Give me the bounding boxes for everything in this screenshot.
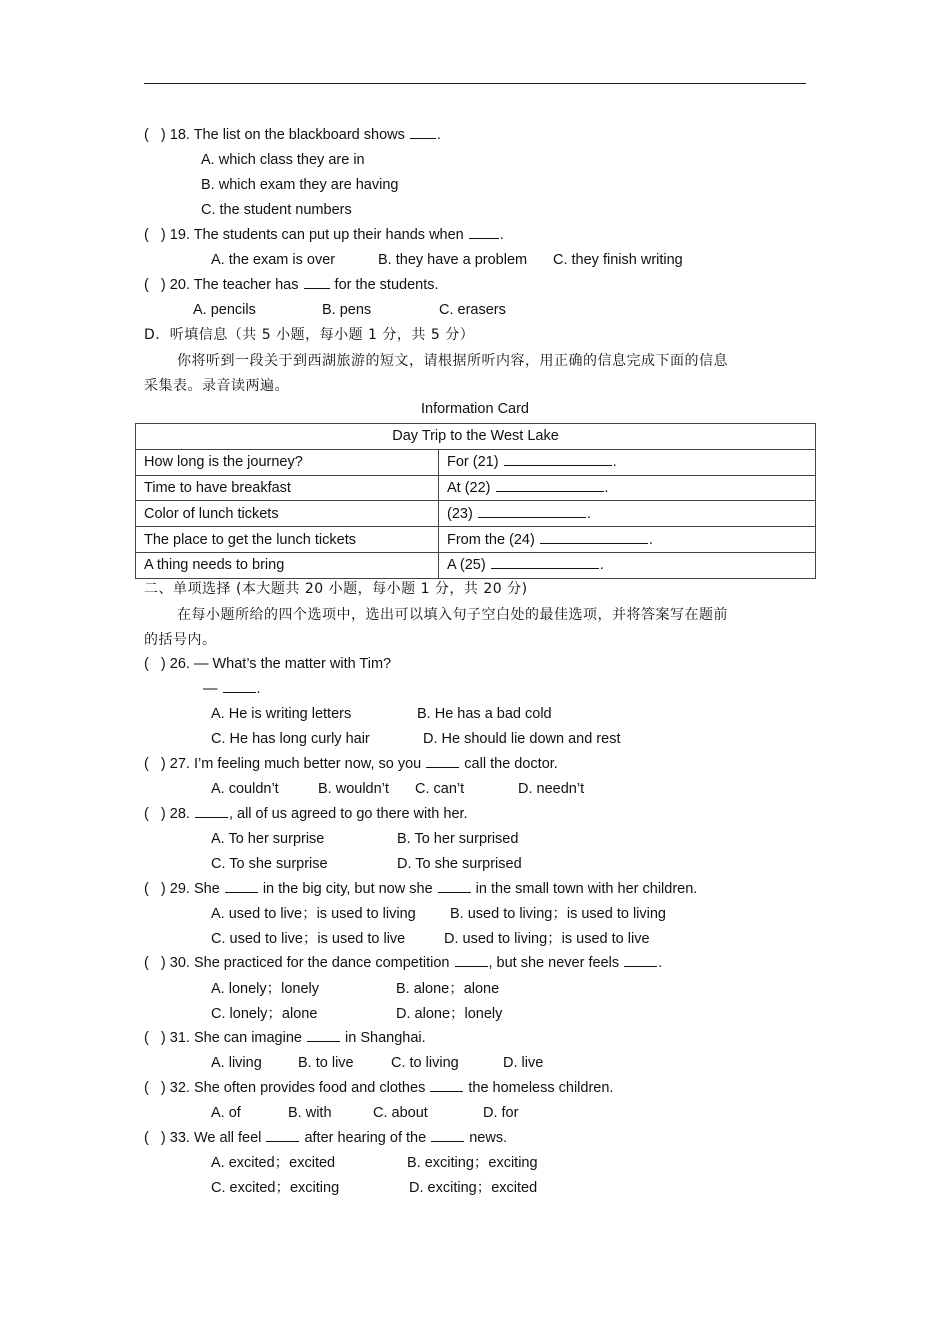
answer-blank[interactable] (304, 275, 330, 289)
row-answer (439, 449, 816, 475)
row-suffix: . (586, 505, 591, 522)
question-32-end: the homeless children. (464, 1080, 614, 1096)
answer-blank[interactable] (426, 754, 459, 768)
option-28b: B. To her surprised (397, 831, 519, 847)
question-29-stem: ( ) 29. She (144, 881, 224, 897)
option-31a: A. living (211, 1055, 262, 1071)
question-28-end: , all of us agreed to go there with her. (228, 806, 468, 822)
answer-blank[interactable] (410, 125, 436, 139)
option-33a: A. excited；excited (211, 1155, 336, 1171)
option-33d: D. exciting；excited (409, 1180, 538, 1196)
option-27b: B. wouldn’t (318, 781, 389, 797)
question-27 (144, 754, 558, 774)
option-31d: D. live (503, 1055, 544, 1071)
answer-blank[interactable] (431, 1128, 464, 1142)
row-prefix: A (25) (447, 557, 490, 574)
question-33-end: news. (465, 1130, 508, 1146)
question-26-reply (203, 679, 261, 699)
section-2-title: 二、单项选择 (本大题共 20 小题，每小题 1 分，共 20 分) (144, 581, 528, 597)
answer-blank-21[interactable] (504, 452, 612, 466)
question-32-stem: ( ) 32. She often provides food and clothes (144, 1080, 430, 1096)
question-20-end: for the students. (330, 277, 439, 293)
question-32 (144, 1078, 613, 1098)
row-prefix: For (21) (447, 454, 503, 471)
row-answer (439, 552, 816, 578)
answer-blank[interactable] (223, 679, 256, 693)
question-20-stem: ( ) 20. The teacher has (144, 277, 303, 293)
row-suffix: . (648, 531, 653, 548)
question-19-stem: ( ) 19. The students can put up their hands when (144, 227, 468, 243)
option-32d: D. for (483, 1105, 519, 1121)
option-33b: B. exciting；exciting (407, 1155, 538, 1171)
header-rule (144, 83, 806, 84)
question-31 (144, 1028, 426, 1048)
option-27a: A. couldn’t (211, 781, 279, 797)
question-30-end: . (658, 955, 663, 971)
question-30-mid: , but she never feels (488, 955, 624, 971)
row-prefix: From the (24) (447, 531, 539, 548)
option-27c: C. can’t (415, 781, 465, 797)
question-31-stem: ( ) 31. She can imagine (144, 1030, 306, 1046)
row-suffix: . (604, 479, 609, 496)
option-31b: B. to live (298, 1055, 354, 1071)
table-row (136, 527, 816, 553)
option-29a: A. used to live；is used to living (211, 906, 416, 922)
question-29-mid: in the big city, but now she (258, 881, 437, 897)
question-33 (144, 1128, 507, 1148)
option-27d: D. needn’t (518, 781, 585, 797)
question-27-end: call the doctor. (460, 756, 558, 772)
info-card-table (135, 423, 816, 579)
answer-blank[interactable] (307, 1028, 340, 1042)
option-32c: C. about (373, 1105, 428, 1121)
answer-blank-24[interactable] (540, 530, 648, 544)
answer-blank[interactable] (430, 1078, 463, 1092)
option-30d: D. alone；lonely (396, 1006, 503, 1022)
question-31-end: in Shanghai. (341, 1030, 426, 1046)
option-26d: D. He should lie down and rest (423, 731, 621, 747)
option-26a: A. He is writing letters (211, 706, 352, 722)
section-2-instruction-cont: 的括号内。 (144, 632, 217, 648)
option-29c: C. used to live；is used to live (211, 931, 406, 947)
section-2-instruction: 在每小题所给的四个选项中，选出可以填入句子空白处的最佳选项，并将答案写在题前 (177, 607, 728, 623)
question-19-end: . (499, 227, 504, 243)
question-33-mid: after hearing of the (300, 1130, 431, 1146)
answer-blank[interactable] (195, 804, 228, 818)
question-33-stem: ( ) 33. We all feel (144, 1130, 266, 1146)
option-33c: C. excited；exciting (211, 1180, 340, 1196)
question-19 (144, 225, 504, 245)
question-20 (144, 275, 439, 295)
option-28c: C. To she surprise (211, 856, 328, 872)
row-label: A thing needs to bring (136, 552, 439, 578)
answer-blank[interactable] (469, 225, 499, 239)
answer-blank[interactable] (266, 1128, 299, 1142)
row-suffix: . (599, 557, 604, 574)
question-30-stem: ( ) 30. She practiced for the dance competition (144, 955, 454, 971)
question-26-end: . (256, 681, 261, 697)
question-29 (144, 879, 697, 899)
answer-blank[interactable] (455, 953, 488, 967)
answer-blank[interactable] (624, 953, 657, 967)
option-29d: D. used to living；is used to live (444, 931, 650, 947)
question-30 (144, 953, 662, 973)
option-19b: B. they have a problem (378, 252, 528, 268)
info-card-header: Day Trip to the West Lake (136, 424, 816, 450)
option-18c: C. the student numbers (201, 202, 352, 218)
question-28-stem: ( ) 28. (144, 806, 194, 822)
dash: — (203, 681, 222, 697)
row-prefix: (23) (447, 505, 477, 522)
row-label: How long is the journey? (136, 449, 439, 475)
row-answer (439, 501, 816, 527)
option-20b: B. pens (322, 302, 372, 318)
option-30c: C. lonely；alone (211, 1006, 318, 1022)
option-19c: C. they finish writing (553, 252, 683, 268)
option-32a: A. of (211, 1105, 241, 1121)
section-d-instruction: 你将听到一段关于到西湖旅游的短文，请根据所听内容，用正确的信息完成下面的信息 (177, 353, 728, 369)
section-d-title: D．听填信息（共 5 小题，每小题 1 分，共 5 分） (144, 327, 475, 343)
option-26c: C. He has long curly hair (211, 731, 370, 747)
question-18-end: . (436, 127, 441, 143)
section-d-instruction-cont: 采集表。录音读两遍。 (144, 378, 289, 394)
option-28a: A. To her surprise (211, 831, 325, 847)
option-31c: C. to living (391, 1055, 459, 1071)
answer-blank[interactable] (225, 879, 258, 893)
question-18 (144, 125, 441, 145)
info-card-title: Information Card (421, 401, 529, 417)
table-row (136, 501, 816, 527)
option-26b: B. He has a bad cold (417, 706, 552, 722)
option-28d: D. To she surprised (397, 856, 522, 872)
question-28 (144, 804, 468, 824)
row-answer (439, 475, 816, 501)
question-18-stem: ( ) 18. The list on the blackboard shows (144, 127, 409, 143)
row-label: The place to get the lunch tickets (136, 527, 439, 553)
option-19a: A. the exam is over (211, 252, 336, 268)
option-20a: A. pencils (193, 302, 256, 318)
answer-blank-22[interactable] (496, 478, 604, 492)
option-30a: A. lonely；lonely (211, 981, 319, 997)
question-26: ( ) 26. — What’s the matter with Tim? (144, 656, 392, 672)
row-label: Time to have breakfast (136, 475, 439, 501)
option-29b: B. used to living；is used to living (450, 906, 666, 922)
row-prefix: At (22) (447, 479, 495, 496)
row-suffix: . (612, 454, 617, 471)
option-32b: B. with (288, 1105, 332, 1121)
question-27-stem: ( ) 27. I’m feeling much better now, so you (144, 756, 426, 772)
question-29-end: in the small town with her children. (471, 881, 698, 897)
row-label: Color of lunch tickets (136, 501, 439, 527)
answer-blank-23[interactable] (478, 504, 586, 518)
table-row (136, 449, 816, 475)
answer-blank[interactable] (438, 879, 471, 893)
row-answer (439, 527, 816, 553)
option-30b: B. alone；alone (396, 981, 500, 997)
table-row (136, 552, 816, 578)
table-row (136, 475, 816, 501)
option-18a: A. which class they are in (201, 152, 365, 168)
option-20c: C. erasers (439, 302, 506, 318)
option-18b: B. which exam they are having (201, 177, 399, 193)
answer-blank-25[interactable] (491, 555, 599, 569)
